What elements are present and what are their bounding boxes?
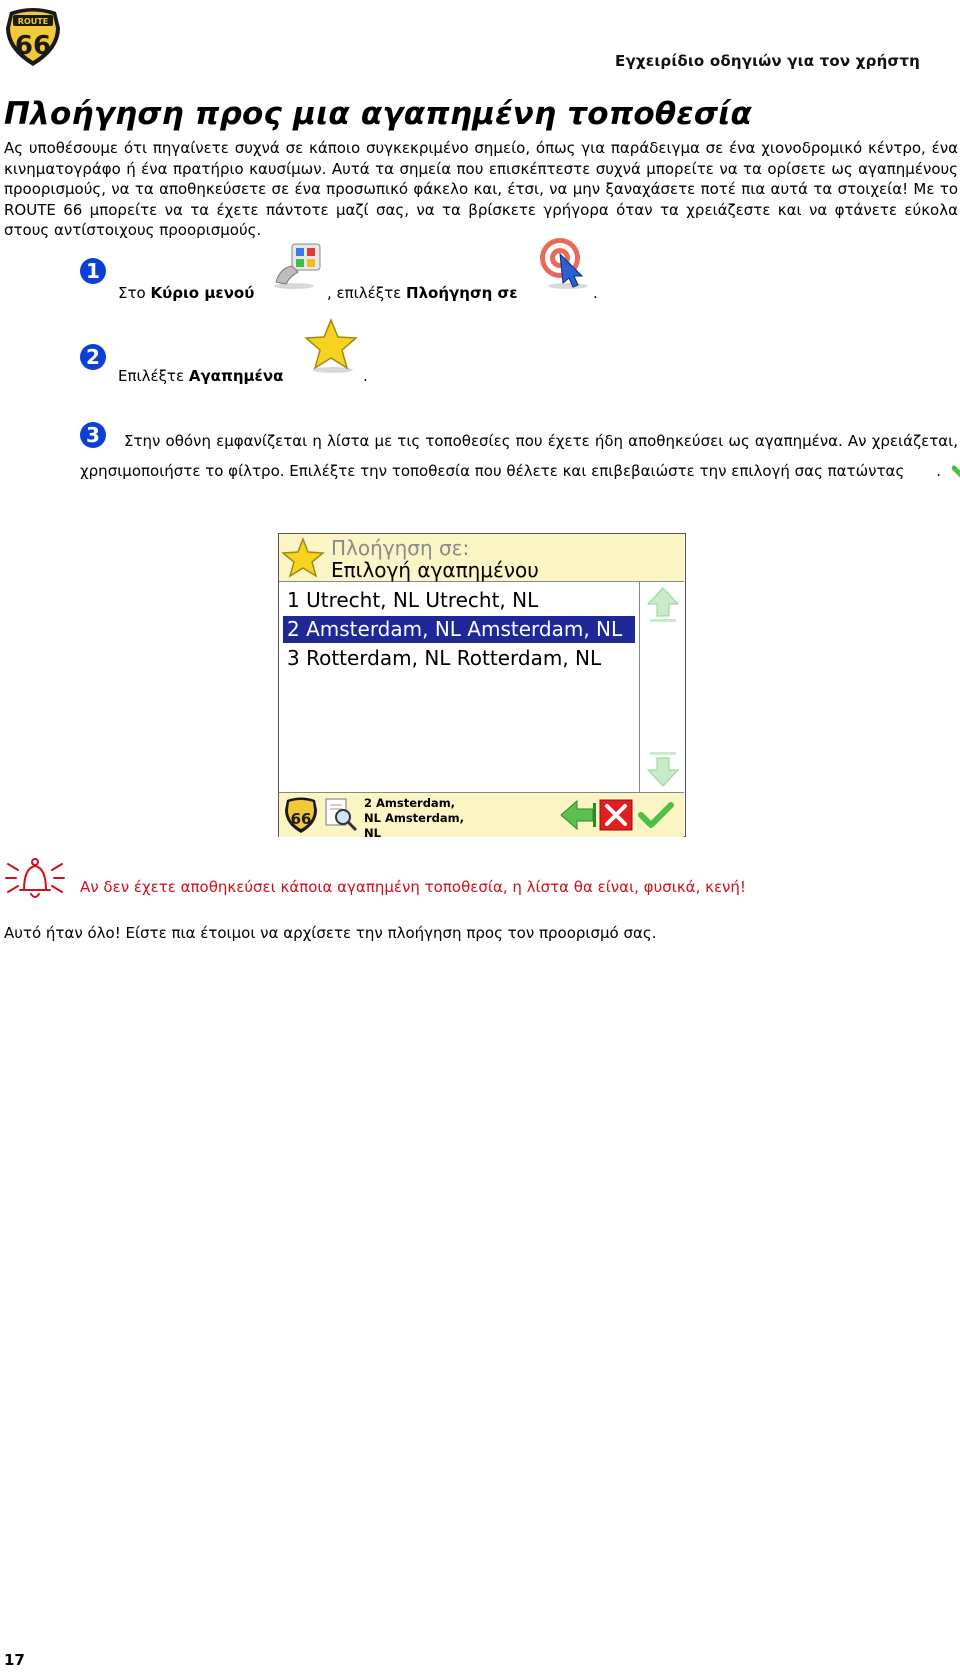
- step-2-end: .: [363, 367, 368, 385]
- device-route66-logo[interactable]: [283, 796, 319, 838]
- list-item-selected[interactable]: 2 Amsterdam, NL Amsterdam, NL: [283, 616, 635, 643]
- step-3-text: [80, 426, 958, 488]
- step-1-mid: , επιλέξτε: [327, 284, 407, 302]
- device-star-icon: [281, 538, 325, 582]
- device-header: [279, 534, 684, 582]
- page-title: Πλοήγηση προς μια αγαπημένη τοποθεσία: [4, 96, 752, 132]
- scrollbar[interactable]: [639, 582, 685, 792]
- warning-text: Αν δεν έχετε αποθηκεύσει κάποια αγαπημένη τοποθεσία, η λίστα θα είναι, φυσικά, κενή!: [80, 878, 746, 896]
- back-arrow-icon[interactable]: [559, 799, 597, 835]
- scroll-up-arrow-icon[interactable]: [646, 586, 680, 628]
- step-1-text-b: [327, 283, 518, 303]
- step-1-text: [118, 283, 254, 303]
- favorites-star-icon: [303, 318, 359, 374]
- confirm-check-icon[interactable]: [637, 799, 675, 835]
- step-1-bold-main-menu: Κύριο μενού: [150, 284, 255, 302]
- step-2-pre: Επιλέξτε: [118, 367, 189, 385]
- device-header-subtitle: Επιλογή αγαπημένου: [331, 558, 539, 582]
- scroll-down-arrow-icon[interactable]: [646, 750, 680, 792]
- step-1-bold-navigate-to: Πλοήγηση σε: [406, 284, 518, 302]
- final-paragraph: Αυτό ήταν όλο! Είστε πια έτοιμοι να αρχίσετε την πλοήγηση προς τον προορισμό σας.: [4, 924, 657, 942]
- step-1-number: 1: [80, 258, 106, 284]
- page-number: 17: [4, 1651, 25, 1669]
- device-footer: [279, 792, 684, 840]
- logo-top-text: ROUTE: [17, 17, 49, 26]
- intro-paragraph: Ας υποθέσουμε ότι πηγαίνετε συχνά σε κάποιο συγκεκριμένο σημείο, όπως για παράδειγμα σε ένα χιονοδρομικό κέντρο, ένα κινηματογράφο ή ένα πρατήριο καυσίμων. Αυτά τα σημεία που επισκέπτεστε συχνά μπορείτε να τα ορίσετε ως αγαπημένους προορισμούς, να τα αποθηκεύσετε σε ένα προσωπικό φάκελο και, έτσι, να μην ξαναχάσετε ποτέ πια αυτά τα στοιχεία! Με το ROUTE 66 μπορείτε να τα έχετε πάντοτε μαζί σας, να τα βρίσκετε γρήγορα όταν τα χρειάζεστε και να φτάνετε εύκολα στους αντίστοιχους προορισμούς.: [4, 139, 958, 239]
- step-3-end: .: [936, 462, 942, 480]
- device-header-title: Πλοήγηση σε:: [331, 536, 470, 560]
- cancel-x-icon[interactable]: [599, 799, 633, 835]
- step-2-number: 2: [80, 344, 106, 370]
- step-1-end: .: [593, 284, 598, 302]
- list-item[interactable]: 1 Utrecht, NL Utrecht, NL: [287, 588, 539, 612]
- step-2-bold-favorites: Αγαπημένα: [188, 367, 284, 385]
- step-3-body: Στην οθόνη εμφανίζεται η λίστα με τις τοποθεσίες που έχετε ήδη αποθηκεύσει ως αγαπημένα. Αν χρειάζεται, χρησιμοποιήστε το φίλτρο. Επιλέξτε την τοποθεσία που θέλετε και επιβεβαιώστε την επιλογή σας πατώντας: [80, 432, 958, 480]
- device-footer-selection: 2 Amsterdam, NL Amsterdam, NL: [364, 796, 464, 840]
- navigate-to-icon: [538, 236, 592, 290]
- device-logo-text: 66: [290, 810, 312, 828]
- header-title: Εγχειρίδιο οδηγιών για τον χρήστη: [615, 52, 920, 70]
- search-filter-icon[interactable]: [323, 797, 359, 837]
- confirm-check-icon-inline: [908, 458, 936, 488]
- route66-logo: [4, 6, 62, 68]
- alarm-bell-icon: [4, 854, 66, 902]
- step-1-pre: Στο: [118, 284, 151, 302]
- logo-main-text: 66: [14, 31, 52, 61]
- main-menu-icon: [272, 242, 322, 290]
- step-3-number: 3: [80, 422, 106, 448]
- favorites-list: [279, 582, 639, 792]
- step-2-text: [118, 366, 283, 386]
- device-screenshot: [278, 533, 686, 840]
- list-item[interactable]: 3 Rotterdam, NL Rotterdam, NL: [287, 646, 602, 670]
